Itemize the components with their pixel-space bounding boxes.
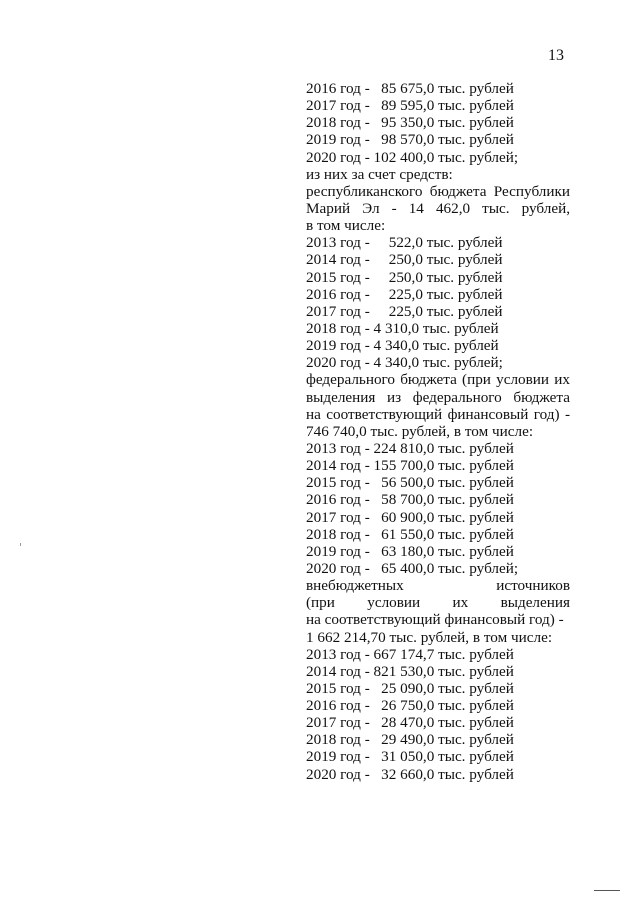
text-line: 2016 год - 85 675,0 тыс. рублей [306,80,514,97]
text-line: 2015 год - 250,0 тыс. рублей [306,268,503,286]
text-line: 2015 год - 56 500,0 тыс. рублей [306,474,514,492]
text-line: 2015 год - 25 090,0 тыс. рублей [306,679,514,697]
text-line: 2019 год - 98 570,0 тыс. рублей [306,131,514,149]
text-line: 2017 год - 89 595,0 тыс. рублей [306,97,514,115]
text-line: 2017 год - 60 900,0 тыс. рублей [306,508,514,526]
text-line: 2016 год - 26 750,0 тыс. рублей [306,697,514,715]
text-line: 2016 год - 58 700,0 тыс. рублей [306,491,514,509]
text-line: 2014 год - 250,0 тыс. рублей [306,251,503,269]
text-line: в том числе: [306,217,386,235]
text-line: внебюджетных источников [306,577,570,595]
text-line: 2019 год - 31 050,0 тыс. рублей [306,748,514,766]
scan-speck [20,543,21,546]
text-line: 2018 год - 4 310,0 тыс. рублей [306,319,499,337]
text-line: 2019 год - 63 180,0 тыс. рублей [306,542,514,560]
text-line: 2018 год - 61 550,0 тыс. рублей [306,525,514,543]
text-line: выделения из федерального бюджета [306,388,570,406]
text-line: 2020 год - 32 660,0 тыс. рублей [306,765,514,783]
page-number: 13 [548,47,564,64]
text-line: 2018 год - 29 490,0 тыс. рублей [306,731,514,749]
text-line: 2016 год - 225,0 тыс. рублей [306,285,503,303]
text-line: 2019 год - 4 340,0 тыс. рублей [306,337,499,355]
text-line: из них за счет средств: [306,165,453,183]
financing-text-block [306,80,570,783]
text-line: 746 740,0 тыс. рублей, в том числе: [306,422,534,440]
text-line: 2013 год - 522,0 тыс. рублей [306,234,503,252]
text-line: на соответствующий финансовый год) - [306,611,564,629]
text-line: 2017 год - 28 470,0 тыс. рублей [306,714,514,732]
text-line: 2017 год - 225,0 тыс. рублей [306,302,503,320]
text-line: Марий Эл - 14 462,0 тыс. рублей, [306,199,570,217]
text-line: 1 662 214,70 тыс. рублей, в том числе: [306,628,553,646]
text-line: федерального бюджета (при условии их [306,371,570,389]
text-line: на соответствующий финансовый год) - [306,405,570,423]
text-line: (при условии их выделения [306,594,570,612]
text-line: 2020 год - 102 400,0 тыс. рублей; [306,148,519,166]
text-line: республиканского бюджета Республики [306,182,570,200]
text-line: 2020 год - 4 340,0 тыс. рублей; [306,354,503,372]
bottom-rule-mark [594,890,620,891]
text-line: 2014 год - 155 700,0 тыс. рублей [306,457,514,475]
text-line: 2014 год - 821 530,0 тыс. рублей [306,662,514,680]
text-line: 2013 год - 667 174,7 тыс. рублей [306,645,514,663]
text-line: 2013 год - 224 810,0 тыс. рублей [306,439,514,457]
text-line: 2018 год - 95 350,0 тыс. рублей [306,114,514,132]
text-line: 2020 год - 65 400,0 тыс. рублей; [306,559,519,577]
